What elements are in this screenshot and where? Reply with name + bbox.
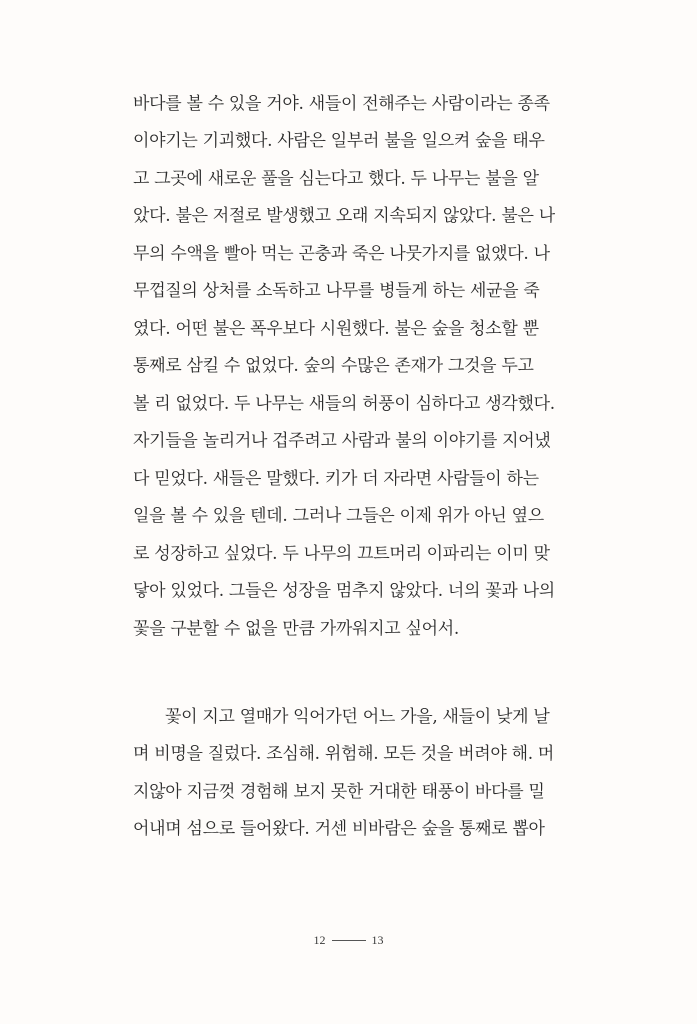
left-page-number: 12: [313, 933, 326, 947]
text-line: 자기들을 놀리거나 겁주려고 사람과 불의 이야기를 지어냈: [133, 431, 551, 451]
text-line: 어내며 섬으로 들어왔다. 거센 비바람은 숲을 통째로 뽑아: [133, 819, 545, 839]
text-line: 였다. 어떤 불은 폭우보다 시원했다. 불은 숲을 청소할 뿐: [133, 319, 539, 339]
text-line: 다 믿었다. 새들은 말했다. 키가 더 자라면 사람들이 하는: [133, 469, 539, 489]
text-line: 무의 수액을 빨아 먹는 곤충과 죽은 나뭇가지를 없앴다. 나: [133, 244, 550, 264]
text-line: 통째로 삼킬 수 없었다. 숲의 수많은 존재가 그것을 두고: [133, 356, 534, 376]
text-line-indented: 꽃이 지고 열매가 익어가던 어느 가을, 새들이 낮게 날: [165, 707, 550, 727]
text-line: 꽃을 구분할 수 없을 만큼 가까워지고 싶어서.: [133, 619, 459, 639]
page-folio: [0, 932, 697, 948]
text-line: 닿아 있었다. 그들은 성장을 멈추지 않았다. 너의 꽃과 나의: [133, 581, 555, 601]
text-line: 이야기는 기괴했다. 사람은 일부러 불을 일으켜 숲을 태우: [133, 131, 545, 151]
text-line: 지않아 지금껏 경험해 보지 못한 거대한 태풍이 바다를 밀: [133, 782, 545, 802]
right-page-number: 13: [371, 933, 384, 947]
text-line: 바다를 볼 수 있을 거야. 새들이 전해주는 사람이라는 종족: [133, 94, 550, 114]
text-line: 며 비명을 질렀다. 조심해. 위험해. 모든 것을 버려야 해. 머: [133, 744, 555, 764]
text-line: 볼 리 없었다. 두 나무는 새들의 허풍이 심하다고 생각했다.: [133, 394, 555, 414]
text-line: 았다. 불은 저절로 발생했고 오래 지속되지 않았다. 불은 나: [133, 206, 555, 226]
text-line: 고 그곳에 새로운 풀을 심는다고 했다. 두 나무는 불을 알: [133, 169, 539, 189]
text-line: 일을 볼 수 있을 텐데. 그러나 그들은 이제 위가 아닌 옆으: [133, 506, 544, 526]
folio-divider: [332, 940, 366, 941]
text-line: 무껍질의 상처를 소독하고 나무를 병들게 하는 세균을 죽: [133, 281, 540, 301]
text-line: 로 성장하고 싶었다. 두 나무의 끄트머리 이파리는 이미 맞: [133, 544, 550, 564]
